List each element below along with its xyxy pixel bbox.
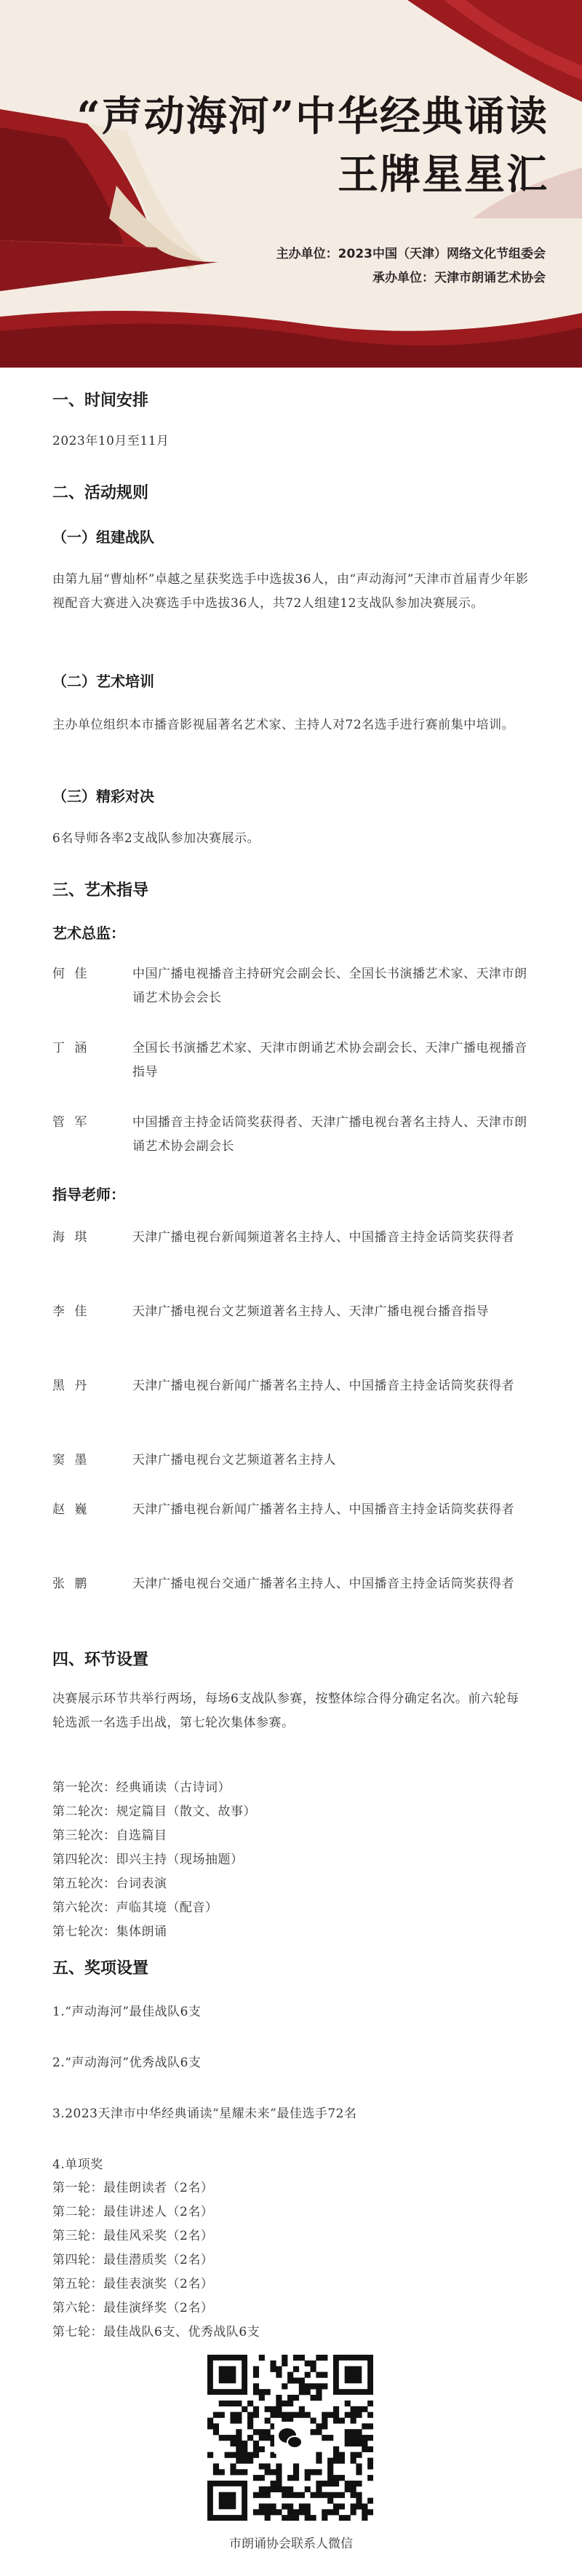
section-5-heading [52,1956,530,1978]
award-item: 2.“声动海河”优秀战队6支 [52,2056,202,2070]
section-3-heading [52,878,530,900]
round-item: 第三轮次：自选篇目 [52,1828,167,1843]
subsection-2-3-heading [52,785,530,806]
round-item: 第六轮次：声临其境（配音） [52,1901,218,1915]
section-title: 四、环节设置 [52,1650,149,1668]
single-award-item: 第三轮：最佳风采奖（2名） [52,2229,214,2243]
person-name: 何 佳 [52,967,90,981]
award-2 [52,2051,530,2075]
single-award-item: 第二轮：最佳讲述人（2名） [52,2205,214,2219]
time-text: 2023年10月至11月 [52,434,170,448]
award-item: 4.单项奖 [52,2157,103,2172]
subsection-title: （二）艺术培训 [52,674,154,690]
subsection-2-2-heading [52,670,530,691]
section-1-body [52,429,530,453]
teachers-heading [52,1183,530,1204]
section-1-heading [52,388,530,411]
person-name: 李 佳 [52,1304,90,1319]
single-awards-list [52,2176,530,2345]
section-2-heading [52,480,530,503]
title-line-2: 王牌星星汇 [338,151,549,199]
award-1 [52,2000,530,2024]
subsection-title: 指导老师： [52,1187,125,1203]
title-line-1: “声动海河”中华经典诵读 [76,92,549,140]
subsection-title: 艺术总监： [52,926,125,942]
section-title: 一、时间安排 [52,391,149,409]
person-name: 张 鹏 [52,1577,90,1591]
paragraph: 6名导师各率2支战队参加决赛展示。 [52,831,260,846]
single-award-item: 第四轮：最佳潜质奖（2名） [52,2253,214,2267]
person-desc: 天津广播电视台文艺频道著名主持人、天津广播电视台播音指导 [132,1304,489,1319]
award-item: 1.“声动海河”最佳战队6支 [52,2005,202,2019]
award-4 [52,2153,530,2177]
person-name: 海 琪 [52,1230,90,1245]
rounds-list [52,1776,530,1944]
subsection-2-3-body [52,827,530,851]
subsection-title: （一）组建战队 [52,530,154,546]
person-desc: 天津广播电视台新闻广播著名主持人、中国播音主持金话筒奖获得者 [132,1502,514,1517]
subsection-title: （三）精彩对决 [52,789,154,805]
section-title: 二、活动规则 [52,483,149,502]
round-item: 第七轮次：集体朗诵 [52,1925,167,1939]
subsection-2-1-heading [52,526,530,547]
undertaker-text: 承办单位：天津市朗诵艺术协会 [372,271,546,285]
organizer-text: 主办单位：2023中国（天津）网络文化节组委会 [276,247,546,261]
wechat-qr-code[interactable] [207,2355,373,2521]
paragraph: 由第九届“曹灿杯”卓越之星获奖选手中选拔36人，由“声动海河”天津市首届青少年影视配音大赛进入决赛选手中选拔36人，共72人组建12支战队参加决赛展示。 [52,572,529,611]
header-banner [0,0,582,368]
qr-caption: 市朗诵协会联系人微信 [229,2537,353,2551]
subsection-2-1-body [52,568,530,616]
round-item: 第四轮次：即兴主持（现场抽题） [52,1852,244,1867]
section-title: 三、艺术指导 [52,881,149,899]
person-name: 管 军 [52,1115,90,1130]
section-4-body [52,1687,530,1735]
single-award-item: 第六轮：最佳演绎奖（2名） [52,2301,214,2315]
paragraph: 主办单位组织本市播音影视届著名艺术家、主持人对72名选手进行赛前集中培训。 [52,718,515,732]
round-item: 第五轮次：台词表演 [52,1876,167,1891]
person-desc: 中国播音主持金话筒奖获得者、天津广播电视台著名主持人、天津市朗诵艺术协会副会长 [132,1115,527,1154]
person-desc: 天津广播电视台交通广播著名主持人、中国播音主持金话筒奖获得者 [132,1577,514,1591]
person-name: 赵 巍 [52,1502,90,1517]
section-4-heading [52,1647,530,1670]
single-award-item: 第五轮：最佳表演奖（2名） [52,2277,214,2291]
person-desc: 天津广播电视台新闻广播著名主持人、中国播音主持金话筒奖获得者 [132,1379,514,1393]
person-desc: 全国长书演播艺术家、天津市朗诵艺术协会副会长、天津广播电视播音指导 [132,1041,527,1079]
award-3 [52,2102,530,2126]
person-name: 黑 丹 [52,1379,90,1393]
section-title: 五、奖项设置 [52,1959,149,1977]
single-award-item: 第七轮：最佳战队6支、优秀战队6支 [52,2325,260,2339]
qr-code-graphic [207,2355,373,2521]
person-desc: 天津广播电视台新闻频道著名主持人、中国播音主持金话筒奖获得者 [132,1230,514,1245]
paragraph: 决赛展示环节共举行两场，每场6支战队参赛，按整体综合得分确定名次。前六轮每轮选派一名选手出战，第七轮次集体参赛。 [52,1692,519,1730]
round-item: 第一轮次：经典诵读（古诗词） [52,1780,231,1795]
round-item: 第二轮次：规定篇目（散文、故事） [52,1804,256,1819]
person-desc: 中国广播电视播音主持研究会副会长、全国长书演播艺术家、天津市朗诵艺术协会会长 [132,967,527,1005]
award-item: 3.2023天津市中华经典诵读“星耀未来”最佳选手72名 [52,2107,357,2121]
person-name: 窦 墨 [52,1453,90,1467]
single-award-item: 第一轮：最佳朗读者（2名） [52,2181,214,2195]
subsection-2-2-body [52,713,530,737]
red-band [0,302,582,368]
person-name: 丁 涵 [52,1041,90,1055]
directors-heading [52,922,530,943]
person-desc: 天津广播电视台文艺频道著名主持人 [132,1453,336,1467]
